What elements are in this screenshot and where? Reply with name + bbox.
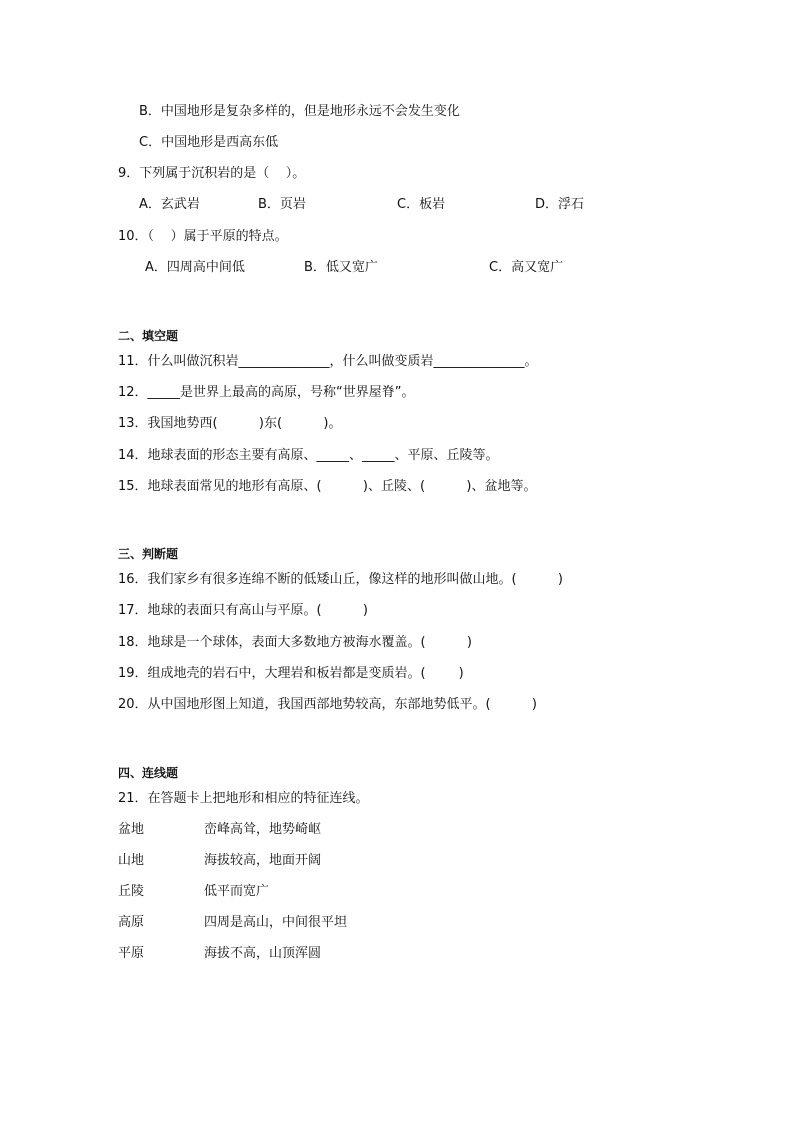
q20: 20．从中国地形图上知道，我国西部地势较高，东部地势低平。( )	[118, 697, 538, 712]
terrain-label: 盆地	[118, 822, 145, 837]
q8-option-c: C．中国地形是西高东低	[139, 135, 279, 150]
q13: 13．我国地势西( )东( )。	[118, 416, 342, 431]
q10-option-b: B．低又宽广	[304, 260, 378, 275]
feature-label: 海拔不高，山顶浑圆	[204, 946, 322, 961]
q9-stem: 9．下列属于沉积岩的是（ ）。	[118, 166, 306, 181]
q17: 17．地球的表面只有高山与平原。( )	[118, 603, 369, 618]
q16: 16．我们家乡有很多连绵不断的低矮山丘，像这样的地形叫做山地。( )	[118, 572, 564, 587]
section-match-title: 四、连线题	[118, 766, 179, 780]
q10-option-c: C．高又宽广	[489, 260, 564, 275]
q9-option-a: A．玄武岩	[139, 197, 200, 212]
q8-option-b: B．中国地形是复杂多样的，但是地形永远不会发生变化	[139, 104, 460, 119]
terrain-label: 丘陵	[118, 884, 145, 899]
terrain-label: 山地	[118, 853, 145, 868]
section-judge-title: 三、判断题	[118, 547, 179, 561]
q9-option-c: C．板岩	[397, 197, 446, 212]
section-fill-blank-title: 二、填空题	[118, 329, 179, 343]
terrain-label: 高原	[118, 915, 145, 930]
q21: 21．在答题卡上把地形和相应的特征连线。	[118, 791, 369, 806]
q10-option-a: A．四周高中间低	[145, 260, 245, 275]
q12: 12．_____是世界上最高的高原，号称“世界屋脊”。	[118, 385, 415, 400]
feature-label: 海拔较高，地面开阔	[204, 853, 322, 868]
feature-label: 峦峰高耸，地势崎岖	[204, 822, 322, 837]
q14: 14．地球表面的形态主要有高原、_____、_____、平原、丘陵等。	[118, 448, 499, 463]
q15: 15．地球表面常见的地形有高原、( )、丘陵、( )、盆地等。	[118, 479, 537, 494]
q11: 11．什么叫做沉积岩______________，什么叫做变质岩______________。	[118, 354, 538, 369]
q9-option-b: B．页岩	[258, 197, 306, 212]
q9-option-d: D．浮石	[535, 197, 585, 212]
q18: 18．地球是一个球体，表面大多数地方被海水覆盖。( )	[118, 635, 473, 650]
q19: 19．组成地壳的岩石中，大理岩和板岩都是变质岩。( )	[118, 666, 464, 681]
feature-label: 四周是高山，中间很平坦	[204, 915, 348, 930]
q10-stem: 10．（ ）属于平原的特点。	[118, 229, 288, 244]
feature-label: 低平而宽广	[204, 884, 270, 899]
terrain-label: 平原	[118, 946, 145, 961]
